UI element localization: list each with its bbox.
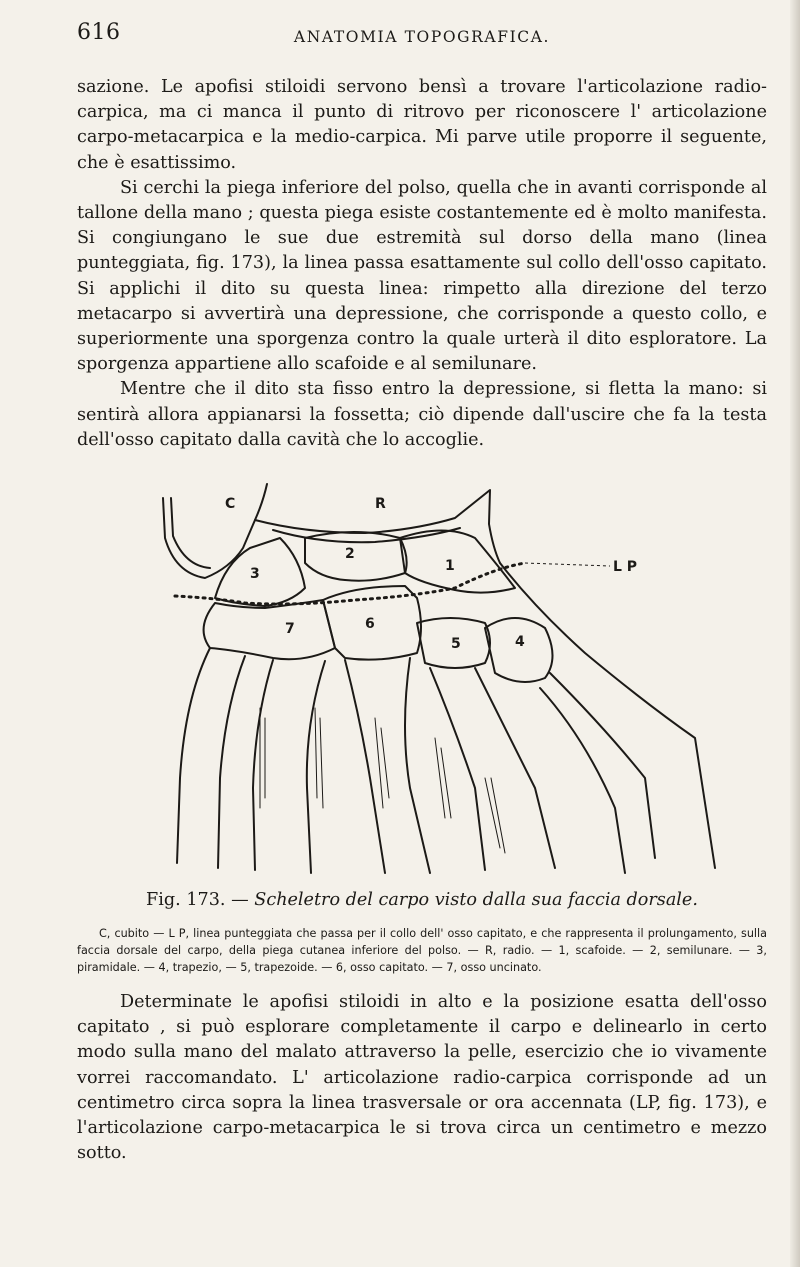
label-r: R bbox=[375, 496, 386, 512]
paragraph: Si cerchi la piega inferiore del polso, quella che in avanti corrisponde al tallone della mano ; questa piega esiste costantemente ed è molto manifesta. Si congiungano le sue due estremità sul dorso della mano (linea punteggiata, fig. 173), la linea passa esattamente sul collo dell'osso capitato. Si applichi il dito su questa linea: rimpetto alla direzione del terzo metacarpo si avvertirà una depressione, che corrisponde a questo collo, e superiormente una sporgenza contro la quale urterà il dito esploratore. La sporgenza appartiene allo scafoide e al semilunare. bbox=[77, 177, 767, 375]
page-number: 616 bbox=[77, 20, 121, 45]
metacarpal-4 bbox=[253, 660, 325, 873]
paragraph: Determinate le apofisi stiloidi in alto e la posizione esatta dell'osso capitato , si può esplorare completamente il carpo e delinearlo in certo modo sulla mano del malato attraverso la pelle, esercizio che io vivamente vorrei raccomandato. L' articolazione radio-carpica corrisponde ad un centimetro circa sopra la linea trasversale or ora accennata (LP, fig. 173), e l'articolazione carpo-metacarpica le si trova circa un centimetro e mezzo sotto. bbox=[77, 992, 767, 1164]
label-2: 2 bbox=[345, 546, 355, 562]
page-edge bbox=[790, 0, 800, 1267]
metacarpal-3 bbox=[345, 658, 430, 873]
metacarpal-1 bbox=[540, 673, 655, 873]
label-3: 3 bbox=[250, 566, 260, 582]
ulna-outline bbox=[163, 484, 267, 578]
figure-title bbox=[77, 890, 767, 910]
body-text-bottom bbox=[77, 990, 767, 1166]
triquetral-outline bbox=[215, 538, 305, 606]
hamate-outline bbox=[204, 600, 335, 659]
carpal-skeleton-drawing bbox=[155, 478, 735, 878]
trapezium-outline bbox=[485, 618, 553, 682]
metacarpal-5 bbox=[177, 648, 245, 868]
page-header bbox=[77, 20, 767, 60]
body-text-top bbox=[77, 75, 767, 453]
figure-number: Fig. 173. — bbox=[146, 890, 249, 910]
label-7: 7 bbox=[285, 621, 295, 637]
paragraph: Mentre che il dito sta fisso entro la depressione, si fletta la mano: si sentirà allora appianarsi la fossetta; ciò dipende dall'uscire che fa la testa dell'osso capitato dalla cavità che lo accoglie. bbox=[77, 379, 767, 450]
radial-edge bbox=[500, 563, 715, 868]
metacarpal-2 bbox=[430, 668, 555, 870]
label-1: 1 bbox=[445, 558, 455, 574]
scaphoid-outline bbox=[400, 531, 515, 593]
shaft-hatching bbox=[260, 708, 505, 853]
lp-leader-line bbox=[525, 563, 610, 566]
figure-caption: C, cubito — L P, linea punteggiata che passa per il collo dell' osso capitato, e che rappresenta il prolungamento, sulla faccia dorsale del carpo, della piega cutanea inferiore del polso. — R, radio. — 1, scafoide. — 2, semilunare. — 3, piramidale. — 4, trapezio, — 5, trapezoide. — 6, osso capitato. — 7, osso uncinato. bbox=[77, 927, 767, 974]
label-6: 6 bbox=[365, 616, 375, 632]
running-head: ANATOMIA TOPOGRAFICA. bbox=[293, 28, 551, 46]
label-c: C bbox=[225, 496, 236, 512]
label-lp: L P bbox=[613, 559, 638, 575]
carpal-skeleton-figure bbox=[155, 478, 735, 878]
label-5: 5 bbox=[451, 636, 461, 652]
figure-title-text: Scheletro del carpo visto dalla sua faccia dorsale. bbox=[254, 890, 698, 910]
paragraph: sazione. Le apofisi stiloidi servono bensì a trovare l'articolazione radio-carpica, ma ci manca il punto di ritrovo per riconoscere l' articolazione carpo-metacarpica e la medio-carpica. Mi parve utile proporre il seguente, che è esattissimo. bbox=[77, 77, 767, 173]
label-4: 4 bbox=[515, 634, 525, 650]
ulna-inner bbox=[171, 498, 210, 568]
